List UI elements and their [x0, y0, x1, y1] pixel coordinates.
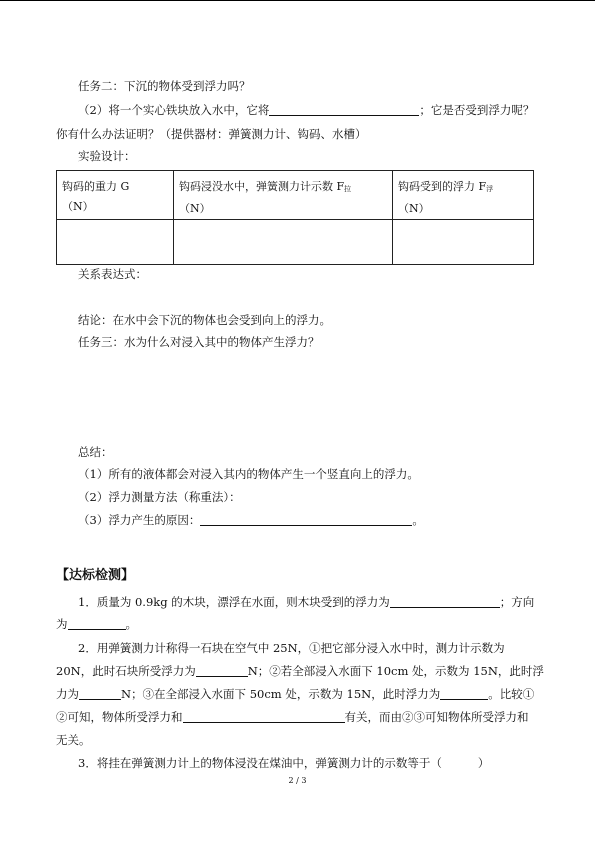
- task2-q2-text-b: ；它是否受到浮力呢？: [419, 103, 535, 117]
- table-cell-buoyancy[interactable]: [393, 220, 534, 265]
- page-top-border: [0, 0, 595, 1]
- question-1-line2: 为 。: [56, 617, 137, 631]
- answer-blank[interactable]: [390, 595, 500, 608]
- answer-blank[interactable]: [79, 687, 121, 700]
- table-cell-weight[interactable]: [57, 220, 174, 265]
- table-header-spring-reading: 钩码浸没水中，弹簧测力计示数 F拉 （N）: [174, 171, 393, 220]
- question-2-line2: 20N，此时石块所受浮力为 N；②若全部浸入水面下 10cm 处，示数为 15N，此时浮: [56, 664, 544, 678]
- question-2-line4: ②可知，物体所受浮力和 有关，而由②③可知物体所受浮力和: [56, 710, 529, 724]
- question-3-line1: 3．将挂在弹簧测力计上的物体浸没在煤油中，弹簧测力计的示数等于（ ）: [78, 756, 490, 770]
- answer-blank[interactable]: [196, 664, 248, 677]
- answer-blank[interactable]: [440, 687, 488, 700]
- summary-item-1: （1）所有的液体都会对浸入其内的物体产生一个竖直向上的浮力。: [78, 467, 419, 481]
- question-2-line3: 力为 N；③在全部浸入水面下 50cm 处，示数为 15N，此时浮力为 。比较①: [56, 687, 535, 701]
- answer-blank[interactable]: [200, 513, 412, 526]
- answer-blank[interactable]: [183, 710, 345, 723]
- task2-question2-line1: [78, 102, 534, 118]
- question-2-line1: 2．用弹簧测力计称得一石块在空气中 25N，①把它部分浸入水中时，测力计示数为: [78, 641, 505, 655]
- table-row: [57, 220, 534, 265]
- table-header-weight: 钩码的重力 G （N）: [57, 171, 174, 220]
- section-title: 【达标检测】: [56, 568, 135, 583]
- task2-question2-line2: 你有什么办法证明？（提供器材：弹簧测力计、钩码、水槽）: [56, 127, 367, 141]
- answer-blank[interactable]: [68, 617, 126, 630]
- table-header-buoyancy: 钩码受到的浮力 F浮 （N）: [393, 171, 534, 220]
- summary-item-2: （2）浮力测量方法（称重法）：: [78, 490, 241, 504]
- task2-q2-text-a: （2）将一个实心铁块放入水中，它将: [78, 103, 270, 117]
- task3-title: 任务三：水为什么对浸入其中的物体产生浮力？: [78, 335, 320, 349]
- relation-expression-label: 关系表达式：: [78, 267, 147, 281]
- table-header-row: [57, 171, 534, 220]
- summary-item-3: （3）浮力产生的原因： 。: [78, 513, 424, 527]
- table-cell-spring-reading[interactable]: [174, 220, 393, 265]
- experiment-design-label: 实验设计：: [78, 149, 136, 163]
- question-1-line1: 1．质量为 0.9kg 的木块，漂浮在水面，则木块受到的浮力为 ；方向: [78, 595, 535, 609]
- page-number: 2 / 3: [288, 776, 307, 785]
- answer-blank[interactable]: [269, 103, 419, 116]
- conclusion-text: 结论：在水中会下沉的物体也会受到向上的浮力。: [78, 313, 331, 327]
- question-2-line5: 无关。: [56, 733, 91, 747]
- summary-title: 总结：: [78, 445, 113, 459]
- experiment-table: [56, 170, 534, 265]
- task2-title: 任务二：下沉的物体受到浮力吗？: [78, 79, 251, 93]
